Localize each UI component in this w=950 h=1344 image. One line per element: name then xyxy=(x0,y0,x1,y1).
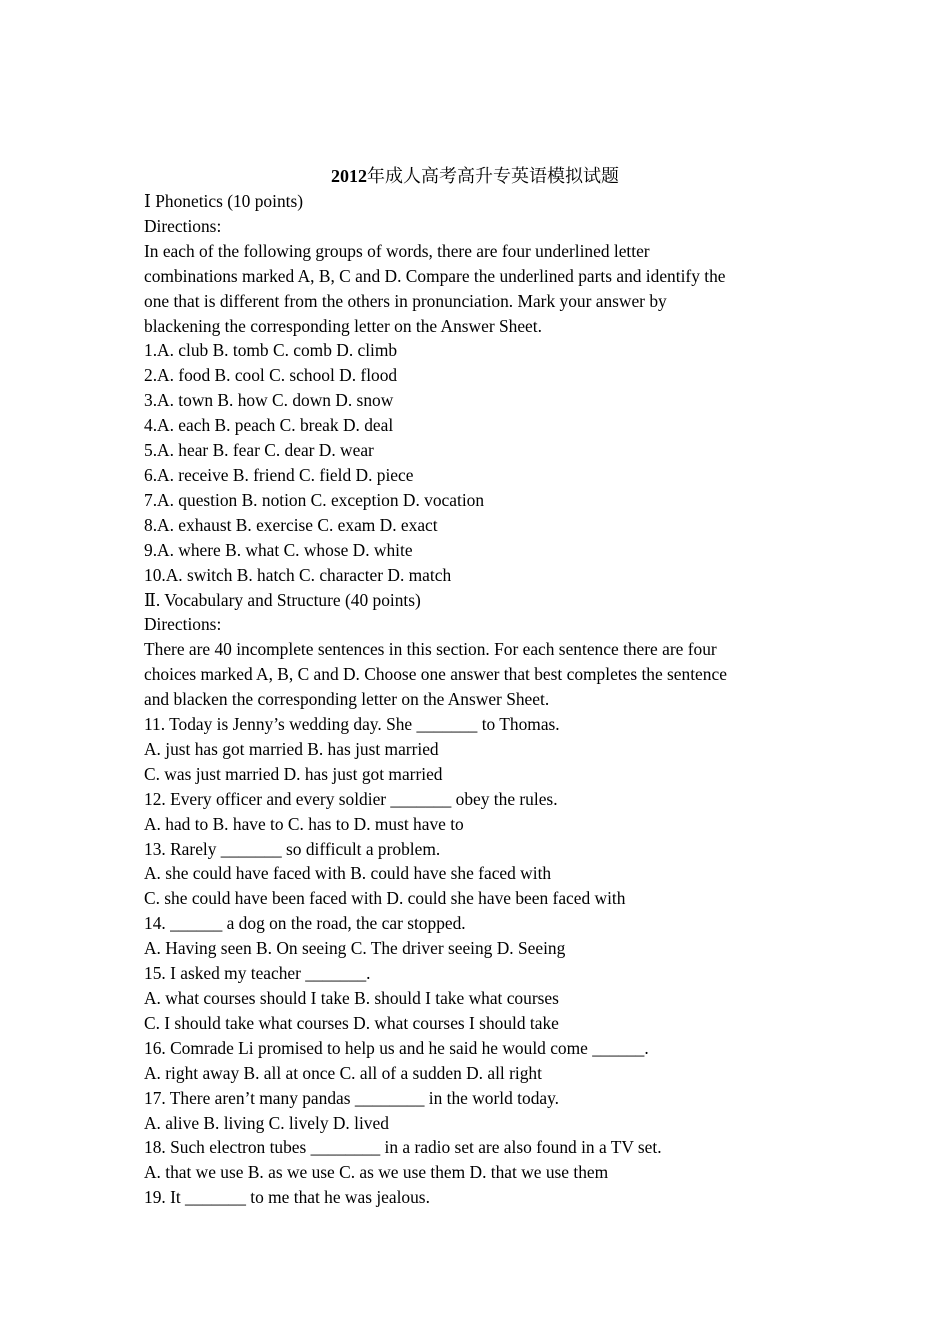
question-item: 1.A. club B. tomb C. comb D. climb xyxy=(144,340,398,361)
question-line: 15. I asked my teacher _______. xyxy=(144,963,371,984)
question-line: 17. There aren’t many pandas ________ in the world today. xyxy=(144,1087,560,1108)
section2-directions-line: choices marked A, B, C and D. Choose one answer that best completes the sentence xyxy=(144,664,727,685)
question-item: 4.A. each B. peach C. break D. deal xyxy=(144,415,394,436)
section1-directions-label: Directions: xyxy=(144,215,222,236)
question-line: C. she could have been faced with D. could she have been faced with xyxy=(144,888,626,909)
question-line: 19. It _______ to me that he was jealous. xyxy=(144,1187,430,1208)
section2-heading: Ⅱ. Vocabulary and Structure (40 points) xyxy=(144,589,421,610)
question-line: A. just has got married B. has just married xyxy=(144,738,439,759)
section1-directions-line: blackening the corresponding letter on the Answer Sheet. xyxy=(144,315,542,336)
question-line: A. what courses should I take B. should I take what courses xyxy=(144,988,559,1008)
question-line: A. Having seen B. On seeing C. The driver seeing D. Seeing xyxy=(144,938,566,959)
question-item: 5.A. hear B. fear C. dear D. wear xyxy=(144,440,374,461)
page-title xyxy=(0,163,950,189)
section1-heading: Ⅰ Phonetics (10 points) xyxy=(144,191,304,211)
question-item: 3.A. town B. how C. down D. snow xyxy=(144,390,394,411)
question-line: 18. Such electron tubes ________ in a radio set are also found in a TV set. xyxy=(144,1137,662,1158)
question-line: C. I should take what courses D. what courses I should take xyxy=(144,1012,559,1033)
question-line: C. was just married D. has just got married xyxy=(144,763,443,784)
section1-directions-line: In each of the following groups of words, there are four underlined letter xyxy=(144,240,650,261)
question-item: 10.A. switch B. hatch C. character D. match xyxy=(144,564,452,585)
question-line: 13. Rarely _______ so difficult a problem. xyxy=(144,838,441,859)
question-line: A. alive B. living C. lively D. lived xyxy=(144,1112,389,1133)
section2-directions-line: and blacken the corresponding letter on the Answer Sheet. xyxy=(144,689,550,710)
section2-directions-label: Directions: xyxy=(144,614,222,635)
document-body xyxy=(144,189,804,1210)
question-line: A. that we use B. as we use C. as we use them D. that we use them xyxy=(144,1162,609,1183)
title-text: 年成人高考高升专英语模拟试题 xyxy=(367,166,619,186)
section2-directions-line: There are 40 incomplete sentences in this section. For each sentence there are four xyxy=(144,639,717,660)
question-item: 8.A. exhaust B. exercise C. exam D. exact xyxy=(144,514,438,535)
question-line: 12. Every officer and every soldier _______ obey the rules. xyxy=(144,788,558,809)
question-line: 14. ______ a dog on the road, the car stopped. xyxy=(144,913,466,934)
question-line: A. right away B. all at once C. all of a sudden D. all right xyxy=(144,1062,542,1083)
question-item: 2.A. food B. cool C. school D. flood xyxy=(144,365,398,386)
title-year: 2012 xyxy=(331,166,367,186)
question-item: 6.A. receive B. friend C. field D. piece xyxy=(144,464,414,485)
section1-directions-line: one that is different from the others in pronunciation. Mark your answer by xyxy=(144,290,667,311)
question-line: 11. Today is Jenny’s wedding day. She _______ to Thomas. xyxy=(144,714,560,735)
question-item: 9.A. where B. what C. whose D. white xyxy=(144,539,413,560)
question-item: 7.A. question B. notion C. exception D. vocation xyxy=(144,489,485,510)
section1-directions-line: combinations marked A, B, C and D. Compare the underlined parts and identify the xyxy=(144,265,726,286)
question-line: 16. Comrade Li promised to help us and he said he would come ______. xyxy=(144,1037,649,1058)
question-line: A. she could have faced with B. could have she faced with xyxy=(144,863,552,884)
question-line: A. had to B. have to C. has to D. must have to xyxy=(144,813,464,834)
